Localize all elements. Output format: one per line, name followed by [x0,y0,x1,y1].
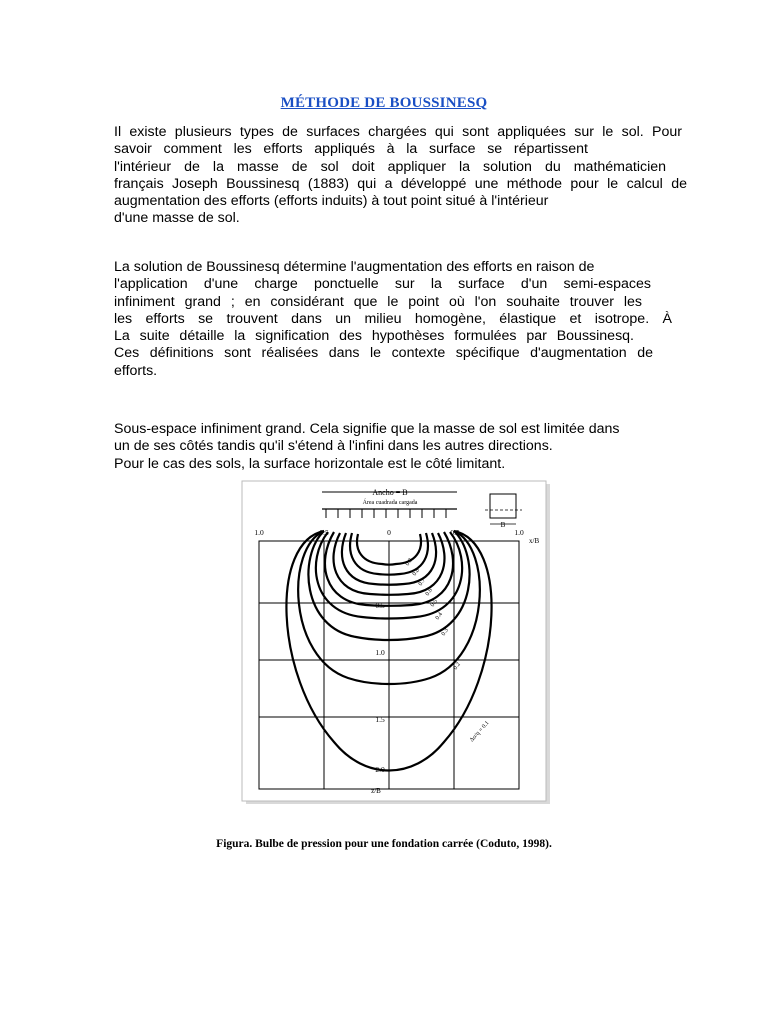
figure-caption: Figura. Bulbe de pression pour une fondation carrée (Coduto, 1998). [216,838,552,850]
loaded-area-label: Área cuadrada cargada [362,500,418,506]
inset-label: B [500,521,506,529]
text-line: français Joseph Boussinesq (1883) qui a développé une méthode pour le calcul de [114,175,687,192]
page-title: MÉTHODE DE BOUSSINESQ [280,95,488,111]
text-line: Il existe plusieurs types de surfaces chargées qui sont appliquées sur le sol. Pour [114,124,682,140]
text-line: les efforts se trouvent dans un milieu homogène, élastique et isotrope. À [114,310,672,327]
contour-label: 0.3 [440,627,450,638]
paragraph-subspace [114,421,682,473]
x-axis-label: x/B [529,537,540,545]
x-tick-label: 1.0 [514,528,524,537]
text-line: Pour le cas des sols, la surface horizontale est le côté limitant. [114,455,506,472]
y-tick-label: 1.5 [375,715,385,724]
text-line: Sous-espace infiniment grand. Cela signifie que la masse de sol est limitée dans [114,421,620,437]
text-line: d'une masse de sol. [114,210,240,227]
paragraph-intro [114,124,687,228]
y-tick-label: 0.5 [375,601,385,610]
text-line: savoir comment les efforts appliqués à la surface se répartissent [114,141,588,158]
x-tick-label: 1.0 [254,528,264,537]
contour-label: 0.8 [411,567,421,578]
paragraph-solution [114,259,682,380]
text-line: augmentation des efforts (efforts induits) à tout point situé à l'intérieur [114,193,549,210]
width-label: Ancho = B [372,488,408,497]
text-line: un de ses côtés tandis qu'il s'étend à l'infini dans les autres directions. [114,438,553,455]
text-line: l'application d'une charge ponctuelle sur la surface d'un semi-espaces [114,276,651,293]
contour-label: 0.2 [452,661,462,672]
contour-label: 0.9 [404,557,414,568]
y-tick-label: 2.0 [375,765,385,774]
text-line: l'intérieur de la masse de sol doit appliquer la solution du mathématicien [114,158,666,175]
x-tick-label: 0 [387,528,391,537]
outer-contour-label: Δσ/q = 0.1 [469,720,491,744]
text-line: La solution de Boussinesq détermine l'augmentation des efforts en raison de [114,259,595,275]
contour-label: 0.7 [417,577,427,588]
text-line: La suite détaille la signification des hypothèses formulées par Boussinesq. [114,328,634,345]
contour-label: 0.5 [429,598,439,609]
y-tick-label: 1.0 [375,648,385,657]
contour-label: 0.4 [434,611,444,622]
x-tick-label: 0.5 [319,528,329,537]
y-axis-label: z/B [371,787,381,795]
text-line: efforts. [114,362,158,379]
pressure-bulb-figure [240,480,552,806]
pressure-bulb-diagram [240,480,552,806]
contour-label: 0.6 [424,587,434,598]
x-tick-label: 0.5 [450,528,460,537]
text-line: infiniment grand ; en considérant que le point où l'on souhaite trouver les [114,293,642,310]
text-line: Ces définitions sont réalisées dans le contexte spécifique d'augmentation de [114,345,653,362]
